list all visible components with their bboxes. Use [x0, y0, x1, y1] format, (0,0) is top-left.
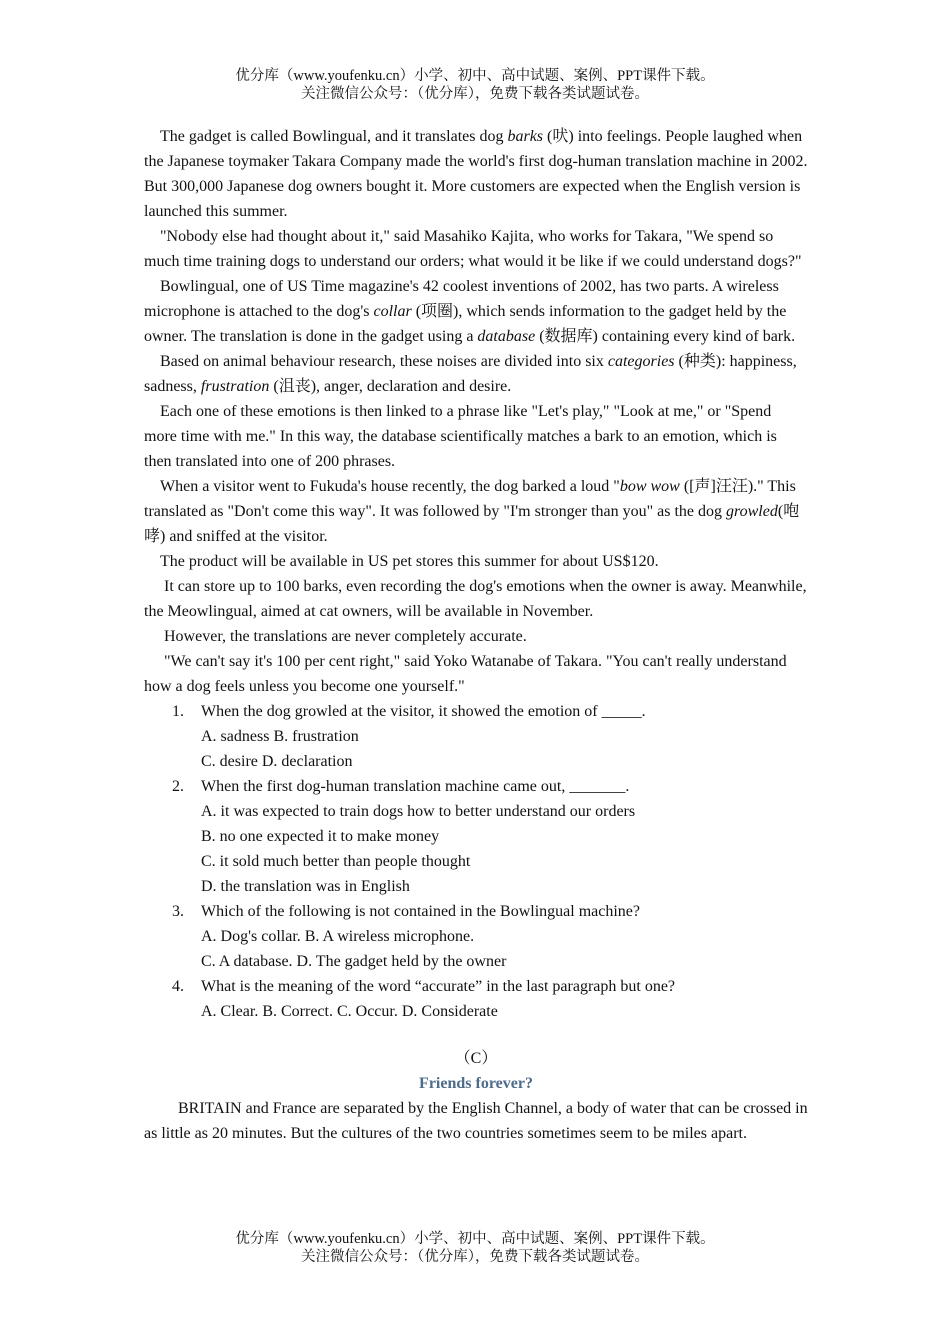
- p3-term-database: database: [477, 328, 536, 345]
- question-number: 4.: [172, 978, 184, 995]
- question-list: [144, 699, 808, 1024]
- question-2: [144, 774, 808, 799]
- question-4: [144, 974, 808, 999]
- p3-text-c: (项圈), which sends information to the gadget held by the owner. The translation is done in the gadget using a: [144, 303, 787, 345]
- option-line: D. the translation was in English: [201, 878, 410, 895]
- p3-text-a: Bowlingual, one of US Time magazine's 42 coolest inventions of 2002, has two parts. A wireless microphone is attached to the dog's: [144, 278, 779, 320]
- option-line: C. it sold much better than people thought: [201, 853, 471, 870]
- paragraph-3: [144, 274, 808, 349]
- header-line-2: 关注微信公众号：（优分库），免费下载各类试题试卷。: [301, 86, 649, 102]
- p4-text-e: (沮丧), anger, declaration and desire.: [269, 378, 512, 395]
- section-c-paragraph-1: BRITAIN and France are separated by the English Channel, a body of water that can be crossed in as little as 20 minutes. But the cultures of the two countries sometimes seem to be miles apart.: [144, 1100, 808, 1142]
- question-text: When the dog growled at the visitor, it showed the emotion of _____.: [201, 703, 646, 720]
- paragraph-7: The product will be available in US pet stores this summer for about US$120.: [160, 553, 659, 570]
- section-label: （C）: [454, 1050, 498, 1067]
- paragraph-9: However, the translations are never completely accurate.: [164, 628, 527, 645]
- p4-term-frustration: frustration: [200, 378, 270, 395]
- paragraph-10: "We can't say it's 100 per cent right," said Yoko Watanabe of Takara. "You can't really understand how a dog feels unless you become one yourself.": [144, 653, 787, 695]
- paragraph-4: [144, 349, 808, 399]
- header-line-1: 优分库（www.youfenku.cn）小学、初中、高中试题、案例、PPT课件下载。: [235, 68, 715, 84]
- question-3: [144, 899, 808, 924]
- option-line: B. no one expected it to make money: [201, 828, 440, 845]
- option-line: A. Dog's collar. B. A wireless microphone.: [201, 928, 475, 945]
- p6-text-c: ([声]汪汪)." This translated as "Don't come this way". It was followed by "I'm stronger than you" as the dog: [144, 478, 796, 520]
- section-title: Friends forever?: [419, 1075, 533, 1092]
- page-header: [0, 67, 950, 103]
- section-spacer: [144, 1024, 808, 1046]
- paragraph-2: "Nobody else had thought about it," said Masahiko Kajita, who works for Takara, "We spend so much time training dogs to understand our orders; what would it be like if we could understand dogs?": [144, 228, 802, 270]
- question-number: 2.: [172, 778, 184, 795]
- option-line: A. sadness B. frustration: [201, 728, 359, 745]
- page-footer: [0, 1230, 950, 1266]
- footer-line-1: 优分库（www.youfenku.cn）小学、初中、高中试题、案例、PPT课件下载。: [235, 1231, 715, 1247]
- p4-text-c: (种类): happiness, sadness,: [144, 353, 797, 395]
- p1-text-a: The gadget is called Bowlingual, and it translates dog: [160, 128, 508, 145]
- p4-term-categories: categories: [607, 353, 675, 370]
- option-line: A. it was expected to train dogs how to better understand our orders: [201, 803, 636, 820]
- p6-term-bow-wow: bow wow: [619, 478, 680, 495]
- p6-text-a: When a visitor went to Fukuda's house recently, the dog barked a loud ": [160, 478, 620, 495]
- paragraph-5: Each one of these emotions is then linked to a phrase like "Let's play," "Look at me," or "Spend more time with me." In this way, the database scientifically matches a bark to an emotion, which is then translated into one of 200 phrases.: [144, 403, 777, 470]
- question-1: [144, 699, 808, 724]
- p6-text-e: (咆哮) and sniffed at the visitor.: [144, 503, 800, 545]
- paragraph-1: [144, 124, 808, 224]
- p1-text-c: (吠) into feelings. People laughed when the Japanese toymaker Takara Company made the world's first dog-human translation machine in 2002. But 300,000 Japanese dog owners bought it. More customers are expected when the English version is launched this summer.: [144, 128, 808, 220]
- paragraph-8: It can store up to 100 barks, even recording the dog's emotions when the owner is away. Meanwhile, the Meowlingual, aimed at cat owners, will be available in November.: [144, 578, 807, 620]
- option-line: A. Clear. B. Correct. C. Occur. D. Considerate: [201, 1003, 498, 1020]
- paragraph-6: [144, 474, 808, 549]
- question-number: 1.: [172, 703, 184, 720]
- footer-line-2: 关注微信公众号：（优分库），免费下载各类试题试卷。: [301, 1249, 649, 1265]
- p3-term-collar: collar: [373, 303, 412, 320]
- option-line: C. A database. D. The gadget held by the owner: [201, 953, 507, 970]
- question-number: 3.: [172, 903, 184, 920]
- p3-text-e: (数据库) containing every kind of bark.: [535, 328, 796, 345]
- question-text: When the first dog-human translation machine came out, _______.: [201, 778, 630, 795]
- question-text: What is the meaning of the word “accurate” in the last paragraph but one?: [201, 978, 676, 995]
- option-line: C. desire D. declaration: [201, 753, 353, 770]
- p6-term-growled: growled: [726, 503, 778, 520]
- p1-term: barks: [507, 128, 544, 145]
- document-body: [144, 124, 808, 1146]
- p4-text-a: Based on animal behaviour research, these noises are divided into six: [160, 353, 608, 370]
- question-text: Which of the following is not contained in the Bowlingual machine?: [201, 903, 641, 920]
